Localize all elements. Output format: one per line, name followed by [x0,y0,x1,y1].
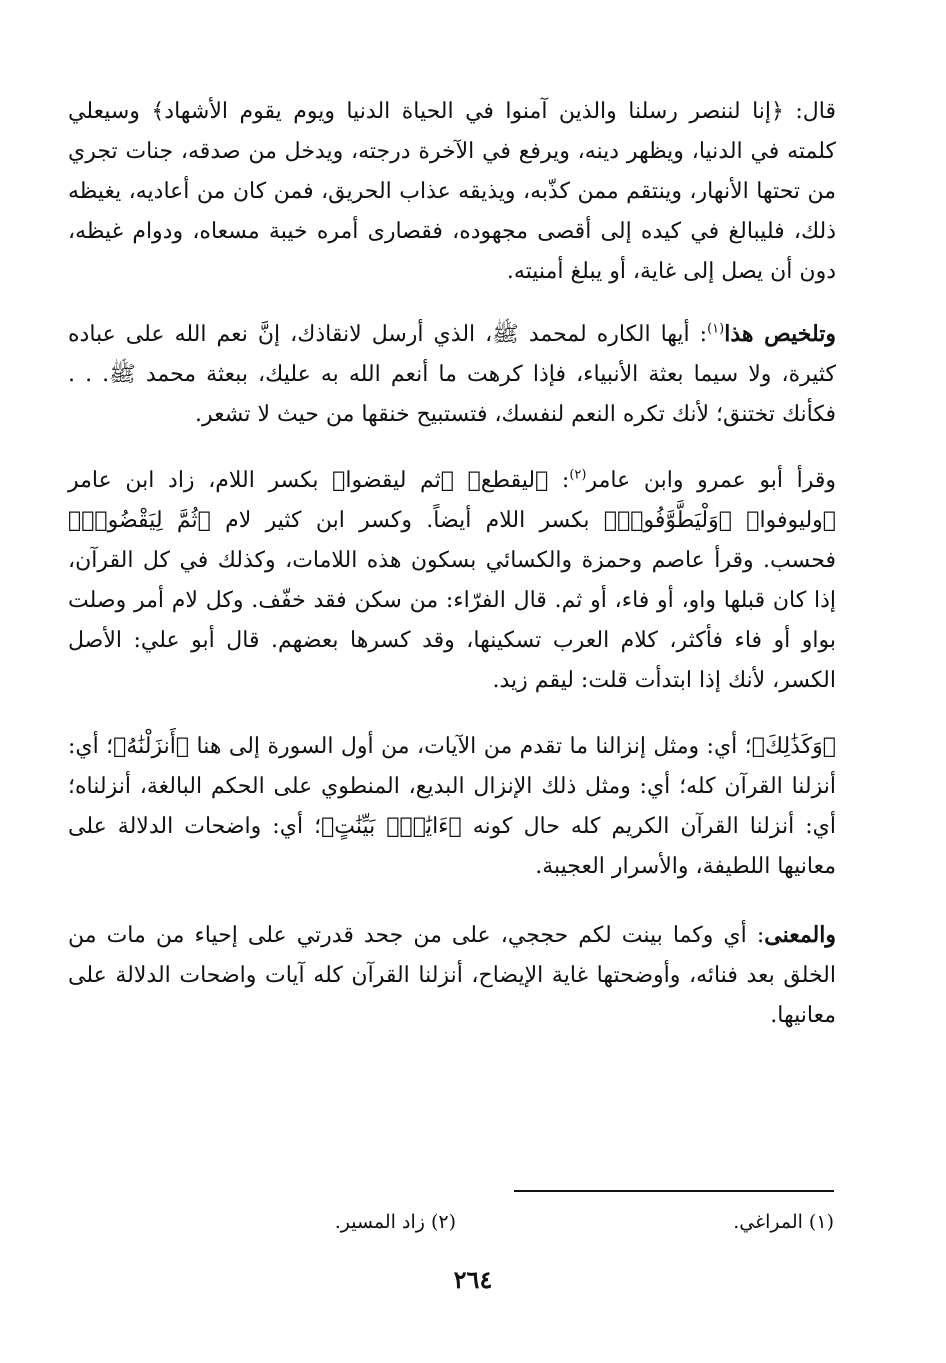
paragraph-summary [68,314,836,435]
footnote-divider [514,1190,834,1192]
meaning-heading: والمعنى [764,922,836,948]
page-body [68,92,836,1036]
paragraph-1-text: قال: ﴿إنا لننصر رسلنا والذين آمنوا في الحياة الدنيا ويوم يقوم الأشهاد﴾ وسيعلي كلمته في الدنيا، ويظهر دينه، ويرفع في الآخرة درجته، ويدخل من صدقه، جنات تجري من تحتها الأنهار، وينتقم ممن كذّبه، ويذيقه عذاب الحريق، فمن كان من أعاديه، يغيظه ذلك، فليبالغ في كيده إلى أقصى مجهوده، فقصارى أمره خيبة مسعاه، ودوام غيظه، دون أن يصل إلى غاية، أو يبلغ أمنيته. [68,99,836,284]
paragraph-3-text-a: وقرأ أبو عمرو وابن عامر [586,468,837,493]
footnote-1: (١) المراغي. [733,1211,834,1233]
footnotes [68,1206,834,1238]
paragraph-3-text-b: : ﴿ليقطع﴾ ﴿ثم ليقضوا﴾ بكسر اللام، زاد ابن عامر ﴿وليوفوا﴾ ﴿وَلْيَطَّوَّفُوا۟﴾ بكسر اللام أيضاً. وكسر ابن كثير لام ﴿ثُمَّ لِيَقْضُوا۟﴾ فحسب. وقرأ عاصم وحمزة والكسائي بسكون هذه اللامات، وكذلك في كل القرآن، إذا كان قبلها واو، أو فاء، أو ثم. قال الفرّاء: من سكن فقد خفّف. وكل لام أمر وصلت بواو أو فاء فأكثر، كلام العرب تسكينها، وقد كسرها بعضهم. قال أبو علي: الأصل الكسر، لأنك إذا ابتدأت قلت: ليقم زيد. [68,468,836,693]
paragraph-readings [68,461,836,701]
footnote-2: (٢) زاد المسير. [334,1211,456,1233]
footnote-ref-2: (٢) [569,467,587,483]
paragraph-meaning [68,915,836,1036]
paragraph-2-text: : أيها الكاره لمحمد ﷺ، الذي أرسل لانقاذك، إنَّ نعم الله على عباده كثيرة، ولا سيما بعثة الأنبياء، فإذا كرهت ما أنعم الله به عليك، ببعثة محمد ﷺ. . . فكأنك تختنق؛ لأنك تكره النعم لنفسك، فتستبيح خنقها من حيث لا تشعر. [68,322,836,427]
summary-heading: وتلخيص هذا [724,321,836,347]
footnote-ref-1: (١) [707,321,725,337]
page-number: ٢٦٤ [453,1265,493,1294]
paragraph-5-text: : أي وكما بينت لكم حججي، على من جحد قدرتي على إحياء من مات من الخلق بعد فنائه، وأوضحتها غاية الإيضاح، أنزلنا القرآن كله آيات واضحات الدلالة على معانيها. [68,923,836,1028]
paragraph-4-text: ﴿وَكَذَٰلِكَ﴾؛ أي: ومثل إنزالنا ما تقدم من الآيات، من أول السورة إلى هنا ﴿أَنزَلْنَٰهُ﴾؛ أي: أنزلنا القرآن كله؛ أي: ومثل ذلك الإنزال البديع، المنطوي على الحكم البالغة، أنزلناه؛ أي: أنزلنا القرآن الكريم كله حال كونه ﴿ءَايَٰتٍۭ بَيِّنَٰتٍ﴾؛ أي: واضحات الدلالة على معانيها اللطيفة، والأسرار العجيبة. [68,734,836,879]
paragraph-quran-verse-commentary [68,92,836,292]
paragraph-tafsir [68,727,836,887]
